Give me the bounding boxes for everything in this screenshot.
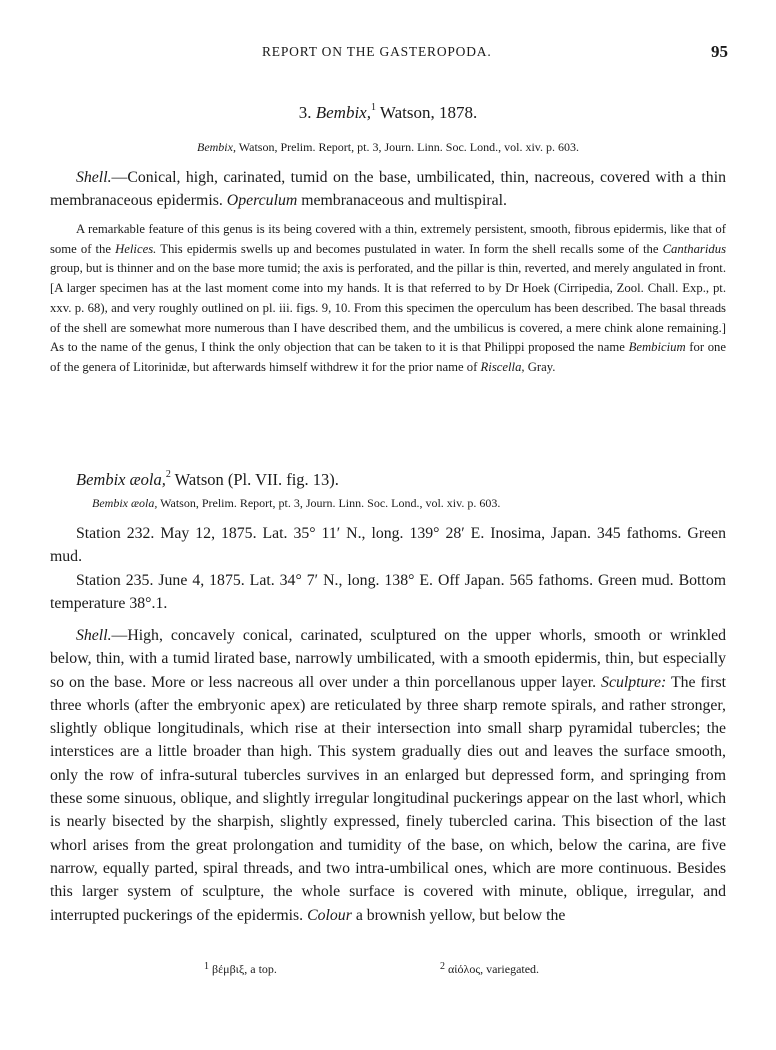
genus-remarks-bembicium: Bembicium xyxy=(628,340,686,355)
genus-remarks-4: for one of the genera of Litorinidæ, but afterwards himself withdrew it for the prior name of xyxy=(50,340,727,374)
genus-citation-name: Bembix, xyxy=(196,140,236,154)
genus-remarks-cantharidus: Cantharidus xyxy=(662,241,727,256)
genus-citation-text: Watson, Prelim. Report, pt. 3, Journ. Linn. Soc. Lond., vol. xiv. p. 603. xyxy=(238,140,580,154)
species-footnote-mark: 2 xyxy=(165,469,171,480)
genus-shell-label: Shell. xyxy=(76,169,112,186)
genus-remarks-3: group, but is thinner and on the base more tumid; the axis is perforated, and the pillar is thin, reverted, and merely angulated in front. [A larger specimen has at the last moment come into my hands. It is that referred to by Dr Hoek (Cirripedia, Zool. Chall. Exp., pt. xxv. p. 68), and very roughly outlined on pl. iii. figs. 9, 10. From this specimen the operculum has been described. The basal threads of the shell are somewhat more numerous than I have described them, and the umbilicus is covered, a mere chink alone remaining.] As to the name of the genus, I think the only objection that can be taken to it is that Philippi proposed the name xyxy=(50,261,726,355)
footnote-2-text: αἰόλος, variegated. xyxy=(448,962,540,976)
page-number: 95 xyxy=(711,42,728,61)
genus-shell-description xyxy=(50,166,726,213)
station-235: Station 235. June 4, 1875. Lat. 34° 7′ N., long. 138° E. Off Japan. 565 fathoms. Green mud. Bottom temperature 38°.1. xyxy=(50,572,726,613)
genus-name: Bembix, xyxy=(315,103,371,122)
species-colour-text: a brownish yellow, but below the xyxy=(355,906,566,924)
genus-operculum-label: Operculum xyxy=(226,192,298,210)
genus-citation xyxy=(0,140,776,155)
species-citation-name: Bembix æola, xyxy=(92,496,158,510)
genus-remarks-5: Gray. xyxy=(527,359,556,374)
species-sculpture-label: Sculpture: xyxy=(601,673,667,691)
species-citation xyxy=(92,496,500,511)
footnote-1-text: βέμβιξ, a top. xyxy=(212,962,277,976)
species-shell-description xyxy=(50,624,726,927)
genus-remarks-1: A remarkable feature of this genus is its being covered with a thin, extremely persistent, smooth, fibrous epidermis, like that of some of the xyxy=(50,222,726,256)
genus-shell-text-1: —Conical, high, carinated, tumid on the base, umbilicated, thin, nacreous, covered with a thin membranaceous epidermis. xyxy=(50,169,726,210)
genus-remarks-2: This epidermis swells up and becomes pustulated in water. In form the shell recalls some of the xyxy=(160,241,659,256)
genus-footnote-mark: 1 xyxy=(370,102,376,113)
species-shell-label: Shell. xyxy=(76,627,112,644)
footnote-1-mark: 1 xyxy=(204,961,209,972)
genus-number: 3. xyxy=(298,103,312,122)
genus-author-year: Watson, 1878. xyxy=(379,103,478,122)
species-colour-label: Colour xyxy=(307,906,352,924)
genus-shell-text-2: membranaceous and multispiral. xyxy=(301,192,507,210)
genus-remarks xyxy=(50,220,726,378)
species-citation-text: Watson, Prelim. Report, pt. 3, Journ. Linn. Soc. Lond., vol. xiv. p. 603. xyxy=(160,496,501,510)
running-title: REPORT ON THE GASTEROPODA. xyxy=(262,44,492,59)
species-shell-text: —High, concavely conical, carinated, sculptured on the upper whorls, smooth or wrinkled below, thin, with a tumid lirated base, narrowly umbilicated, with a smooth epidermis, thin, but especially so on the base. More or less nacreous all over under a thin porcellanous upper layer. xyxy=(50,627,726,691)
footnote-2 xyxy=(440,962,539,977)
genus-heading xyxy=(0,103,776,123)
species-heading xyxy=(76,470,339,490)
footnote-1 xyxy=(204,962,277,977)
species-name: Bembix æola, xyxy=(76,470,166,489)
species-author-plate: Watson (Pl. VII. fig. 13). xyxy=(174,470,339,489)
footnote-2-mark: 2 xyxy=(440,961,445,972)
station-232: Station 232. May 12, 1875. Lat. 35° 11′ N., long. 139° 28′ E. Inosima, Japan. 345 fathoms. Green mud. xyxy=(50,525,726,566)
species-sculpture-text: The first three whorls (after the embryonic apex) are reticulated by three sharp remote spirals, and rather stronger, slightly oblique longitudinals, which rise at their intersection into small sharp pyramidal tubercles; the interstices are a little broader than high. This system gradually dies out and leaves the surface smooth, only the row of infra-sutural tubercles survives in an enlarged but depressed form, and springing from these some sinuous, oblique, and slightly irregular longitudinal puckerings appear on the last whorl, which is nearly bisected by the sharpish, slightly expressed, finely tubercled carina. This bisection of the last whorl arises from the great prolongation and tumidity of the base, on which, below the carina, are five narrow, equally parted, spiral threads, and two intra-umbilical ones, which are more continuous. Besides this larger system of sculpture, the whole surface is covered with minute, oblique, irregular, and interrupted puckerings of the epidermis. xyxy=(50,673,726,924)
genus-remarks-helices: Helices. xyxy=(115,241,157,256)
genus-remarks-riscella: Riscella, xyxy=(480,359,525,374)
